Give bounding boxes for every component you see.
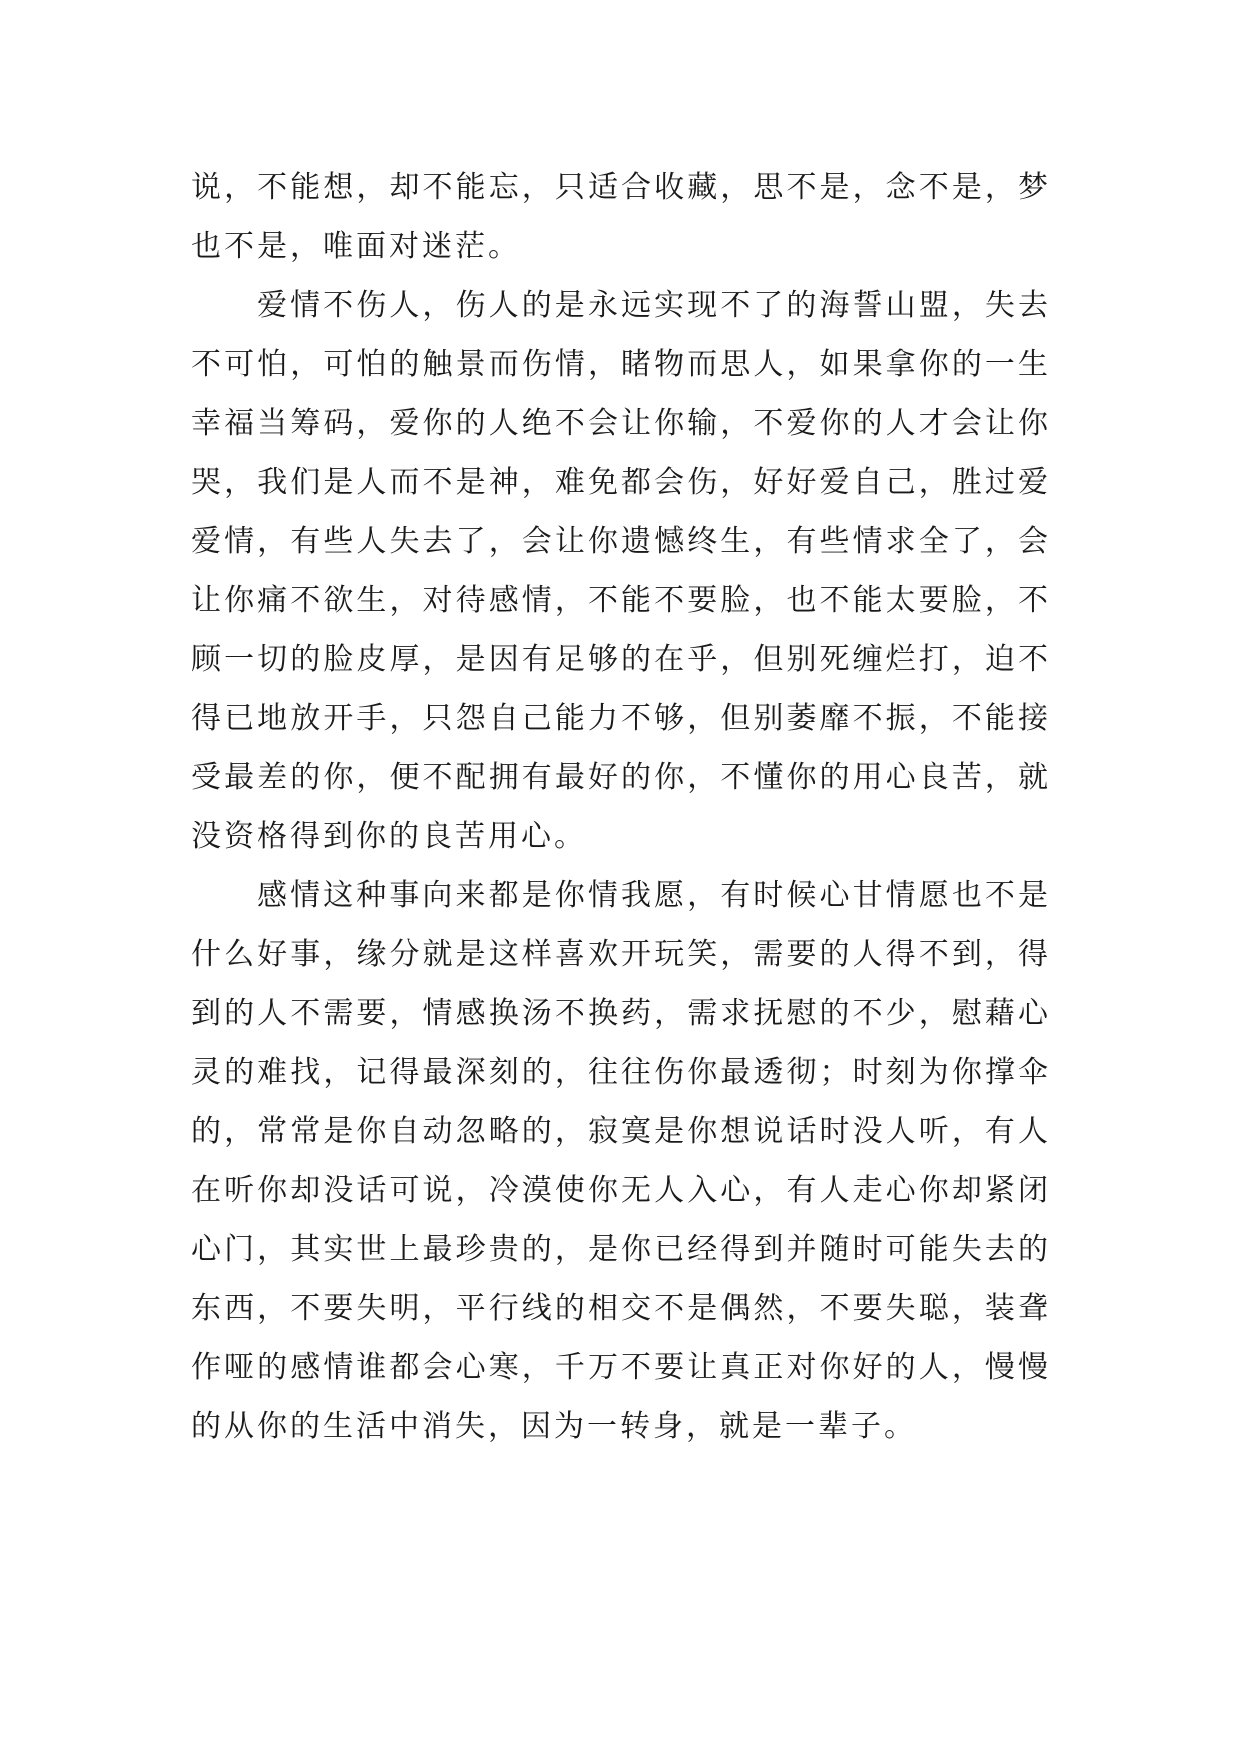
paragraph: 爱情不伤人，伤人的是永远实现不了的海誓山盟，失去不可怕，可怕的触景而伤情，睹物而思人，如果拿你的一生幸福当筹码，爱你的人绝不会让你输，不爱你的人才会让你哭，我们是人而不是神，难免都会伤，好好爱自己，胜过爱爱情，有些人失去了，会让你遗憾终生，有些情求全了，会让你痛不欲生，对待感情，不能不要脸，也不能太要脸，不顾一切的脸皮厚，是因有足够的在乎，但别死缠烂打，迫不得已地放开手，只怨自己能力不够，但别萎靡不振，不能接受最差的你，便不配拥有最好的你，不懂你的用心良苦，就没资格得到你的良苦用心。 [191,288,1051,854]
paragraph: 感情这种事向来都是你情我愿，有时候心甘情愿也不是什么好事，缘分就是这样喜欢开玩笑，需要的人得不到，得到的人不需要，情感换汤不换药，需求抚慰的不少，慰藉心灵的难找，记得最深刻的，往往伤你最透彻；时刻为你撑伞的，常常是你自动忽略的，寂寞是你想说话时没人听，有人在听你却没话可说，冷漠使你无人入心，有人走心你却紧闭心门，其实世上最珍贵的，是你已经得到并随时可能失去的东西，不要失明，平行线的相交不是偶然，不要失聪，装聋作哑的感情谁都会心寒，千万不要让真正对你好的人，慢慢的从你的生活中消失，因为一转身，就是一辈子。 [191,878,1051,1444]
body-text [191,158,1051,1456]
paragraph-continued: 说，不能想，却不能忘，只适合收藏，思不是，念不是，梦也不是，唯面对迷茫。 [191,170,1051,264]
